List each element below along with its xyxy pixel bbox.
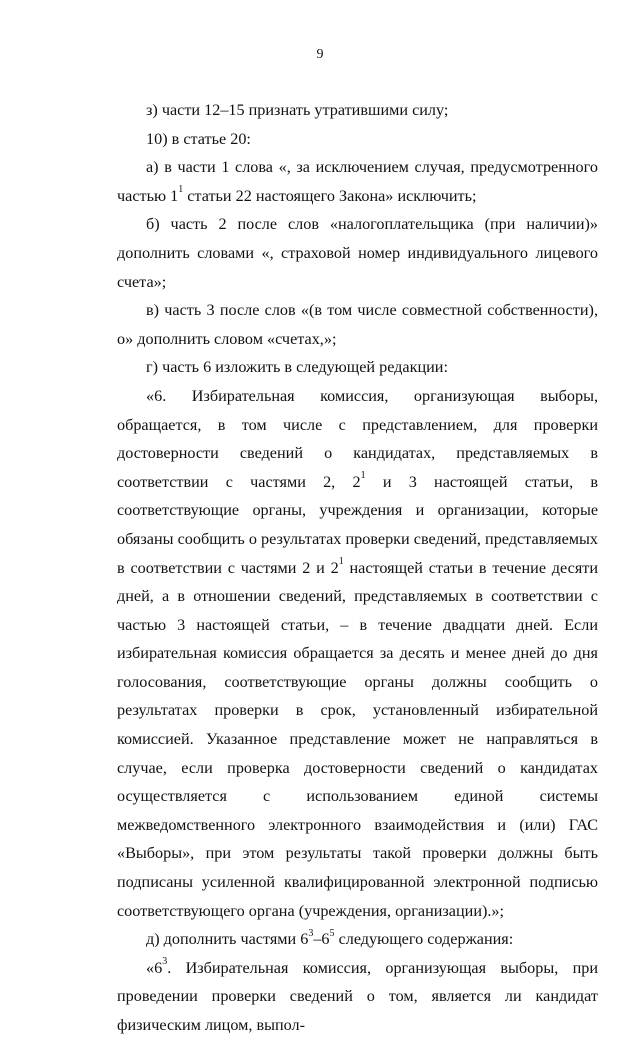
part-6-3-text-1: «6: [146, 958, 163, 977]
paragraph-d-text-3: следующего содержания:: [334, 930, 514, 949]
superscript: 1: [178, 184, 184, 196]
part-6-3-text-2: . Избирательная комиссия, организующая выборы, при проведении проверки сведений о том, является ли кандидат физическим лицом, выпол-: [117, 958, 598, 1034]
page-number: 9: [316, 47, 324, 62]
part-6-text-3: настоящей статьи в течение десяти дней, а в отношении сведений, представляемых в соответствии с частью 3 настоящей статьи, – в течение двадцати дней. Если избирательная комиссия обращается за десять и менее дней до дня голосования, соответствующие органы должны сообщить о результатах проверки в срок, установленный избирательной комиссией. Указанное представление может не направляться в случае, если проверка достоверности сведений о кандидатах осуществляется с использованием единой системы межведомственного электронного взаимодействия и (или) ГАС «Выборы», при этом результаты такой проверки должны быть подписаны усиленной квалифицированной электронной подписью соответствующего органа (учреждения, организации).»;: [117, 558, 598, 920]
paragraph-g: г) часть 6 изложить в следующей редакции:: [146, 358, 448, 377]
paragraph-d: [117, 925, 598, 954]
paragraph-a-text-1: а) в части 1 слова «, за исключением случая, предусмотренного частью 1: [117, 158, 598, 205]
part-6-text-1: «6. Избирательная комиссия, организующая выборы, обращается, в том числе с представлением, для проверки достоверности сведений о кандидатах, представляемых в соответствии с частями 2, 2: [117, 386, 598, 491]
paragraph-a-text-2: статьи 22 настоящего Закона» исключить;: [183, 186, 477, 205]
superscript: 1: [360, 470, 366, 482]
paragraph-d-text-2: –6: [313, 930, 330, 949]
paragraph-d-text-1: д) дополнить частями 6: [146, 930, 309, 949]
part-6-text-2: и 3 настоящей статьи, в соответствующие органы, учреждения и организации, которые обязаны сообщить о результатах проверки сведений, представляемых в соответствии с частями 2 и 2: [117, 472, 599, 577]
document-body: [117, 96, 598, 1040]
paragraph-a: [117, 153, 598, 210]
paragraph-v: в) часть 3 после слов «(в том числе совместной собственности), о» дополнить словом «счетах,»;: [117, 301, 598, 348]
paragraph-part-6: [117, 382, 598, 925]
superscript: 1: [338, 556, 344, 568]
paragraph-z: з) части 12–15 признать утратившими силу;: [146, 101, 449, 119]
superscript: 5: [329, 927, 335, 939]
superscript: 3: [162, 956, 168, 968]
paragraph-10: 10) в статье 20:: [146, 129, 251, 148]
superscript: 3: [308, 927, 314, 939]
paragraph-part-6-3: [117, 954, 598, 1040]
paragraph-b: б) часть 2 после слов «налогоплательщика (при наличии)» дополнить словами «, страховой номер индивидуального лицевого счета»;: [117, 215, 598, 291]
